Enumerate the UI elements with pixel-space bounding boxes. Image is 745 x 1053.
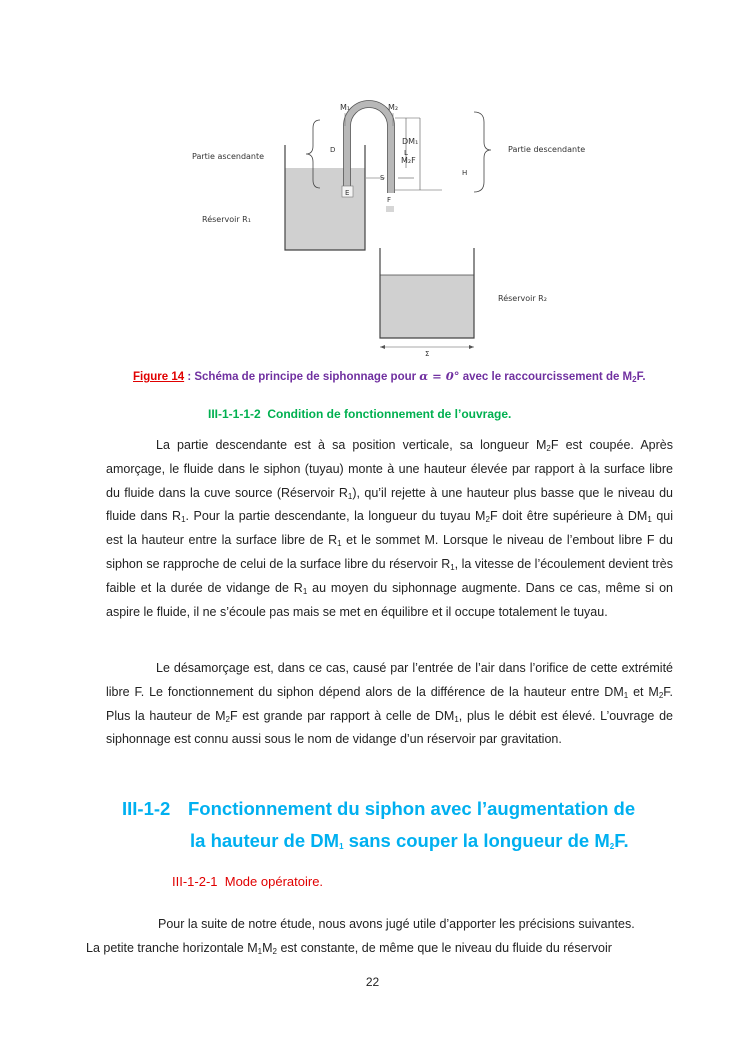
p1-text: au moyen du siphonnage augmente. Dans ce cas, même si on aspire le fluide, il ne s’écoule pas mais se met en équilibre et il occupe totalement le tuyau.: [106, 580, 673, 619]
p2-text: F. Plus la hauteur de M: [106, 684, 673, 723]
p3-text: est constante, de même que le niveau du fluide du réservoir: [276, 941, 612, 955]
section-title: Mode opératoire.: [224, 874, 324, 889]
p3-line2: [86, 936, 673, 960]
p1-text: qui est la hauteur entre la surface libre de R: [106, 509, 674, 548]
label-m1: M₁: [340, 103, 351, 112]
p2-sub: 2: [658, 690, 664, 700]
label-h: H: [462, 169, 468, 177]
p1-text: et le sommet M. Lorsque le niveau de l’embout libre F du siphon se rapproche de celui de la surface libre du réservoir R: [106, 533, 673, 571]
p3-line1: Pour la suite de notre étude, nous avons jugé utile d’apporter les précisions suivantes.: [158, 917, 635, 931]
paragraph-2: [106, 657, 673, 752]
p1-sub: 1: [302, 586, 308, 596]
p2-text: Le désamorçage est, dans ce cas, causé par l’entrée de l’air dans l’orifice de cette extrémité libre F. Le fonctionnement du siphon dépend alors de la différence de la hauteur entre DM: [106, 661, 673, 699]
paragraph-1: [106, 434, 673, 624]
dim-sigma-arrow-left: [380, 345, 385, 349]
label-m2: M₂: [388, 103, 399, 112]
caption-text-before: : Schéma de principe de siphonnage pour: [184, 371, 420, 383]
label-f: F: [387, 196, 392, 204]
section-title: Condition de fonctionnement de l’ouvrage.: [267, 407, 512, 421]
p1-text: , la vitesse de l’écoulement devient très faible et la durée de vidange de R: [106, 556, 673, 595]
section-heading-condition: [208, 407, 511, 421]
reservoir-r1-fluid: [285, 168, 365, 250]
figure-ref-link[interactable]: Figure 14: [133, 371, 185, 383]
section-number: III-1-2-1: [172, 874, 218, 889]
page-number: 22: [365, 975, 380, 989]
h2-sub: 1: [339, 842, 344, 851]
p1-sub: 1: [181, 515, 186, 525]
p3-text: La petite tranche horizontale M: [86, 941, 258, 955]
brace-descendante: [474, 112, 491, 192]
label-partie-ascendante: Partie ascendante: [192, 152, 265, 161]
caption-end: F.: [636, 371, 646, 383]
p1-sub: 1: [450, 562, 455, 572]
p1-sub: 1: [347, 491, 353, 501]
section-title-line2: [122, 825, 674, 857]
caption-math: α = 0°: [419, 369, 460, 383]
p1-sub: 1: [647, 515, 652, 525]
outlet-drip: [387, 206, 393, 212]
paragraph-3: [86, 912, 673, 960]
p3-sub: 1: [257, 947, 263, 956]
p1-text: . Pour la partie descendante, la longueur du tuyau M: [185, 509, 486, 524]
section-heading-mode-operatoire: [172, 874, 323, 889]
p2-sub: 1: [454, 714, 459, 724]
p1-text: ), qu’il rejette à une hauteur plus basse que le niveau du fluide dans R: [106, 485, 673, 524]
p3-text: M: [262, 941, 273, 955]
p2-sub: 1: [623, 690, 629, 700]
p1-sub: 2: [485, 515, 490, 525]
caption-sub: 2: [632, 375, 637, 384]
dim-sigma-arrow-right: [469, 345, 474, 349]
section-number: III-1-1-1-2: [208, 407, 261, 421]
label-e: E: [345, 189, 350, 197]
p1-text: F doit être supérieure à DM: [489, 509, 648, 524]
h2-sub: 2: [609, 842, 615, 851]
figure-caption: [133, 369, 693, 383]
label-s: S: [380, 174, 385, 182]
section-heading-fonctionnement: [122, 793, 674, 857]
reservoir-r2-fluid: [380, 275, 474, 338]
h2-text: sans couper la longueur de M: [343, 830, 610, 851]
label-partie-descendante: Partie descendante: [508, 145, 586, 154]
label-dm1: DM₁: [402, 137, 419, 146]
siphon-diagram: [180, 98, 600, 358]
p1-sub: 1: [337, 539, 342, 549]
label-l: L: [404, 149, 408, 157]
label-sigma: Σ: [425, 350, 430, 358]
label-m2f: M₂F: [401, 156, 416, 165]
caption-text-after: avec le raccourcissement de M: [459, 371, 633, 383]
p2-text: et M: [628, 684, 659, 699]
p2-text: , plus le débit est élevé. L’ouvrage de siphonnage est connu aussi sous le nom de vidange d’un réservoir par gravitation.: [106, 708, 673, 747]
p1-sub: 2: [546, 444, 551, 453]
p2-text: F est grande par rapport à celle de DM: [229, 708, 455, 723]
label-d: D: [330, 146, 336, 154]
section-title-line1: Fonctionnement du siphon avec l’augmentation de: [188, 798, 636, 819]
p3-sub: 2: [272, 947, 277, 956]
label-reservoir-r1: Réservoir R₁: [202, 215, 251, 224]
section-number: III-1-2: [122, 798, 171, 819]
h2-text: F.: [614, 830, 629, 851]
p1-text: F est coupée. Après amorçage, le fluide dans le siphon (tuyau) monte à une hauteur élevée par rapport à la surface libre du fluide dans la cuve source (Réservoir R: [106, 438, 673, 500]
p2-sub: 2: [225, 714, 230, 724]
p1-text: La partie descendante est à sa position verticale, sa longueur M: [156, 438, 547, 452]
label-reservoir-r2: Réservoir R₂: [498, 294, 547, 303]
h2-text: la hauteur de DM: [190, 830, 340, 851]
